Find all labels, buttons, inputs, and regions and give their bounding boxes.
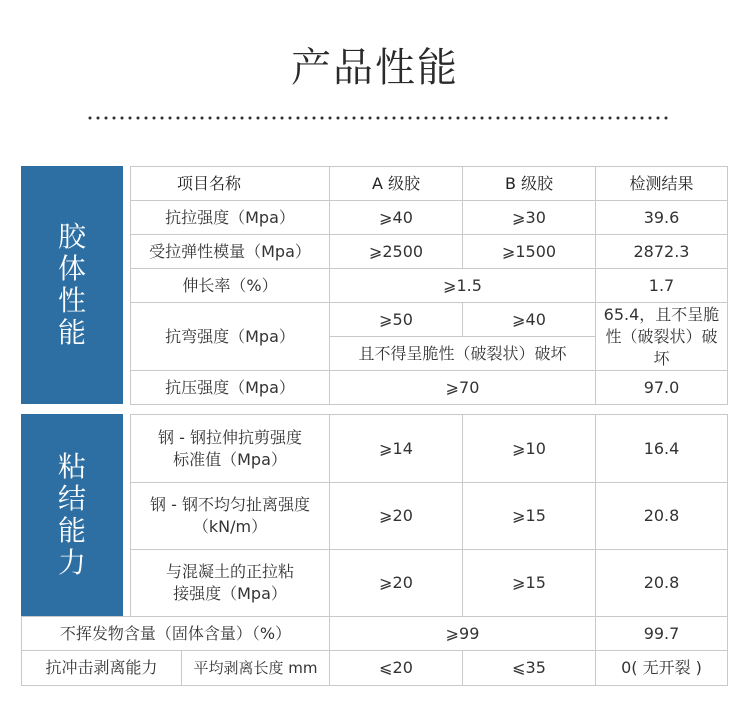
section-bond-capability (21, 414, 123, 616)
dotted-divider (86, 116, 668, 120)
row-concrete-b: ⩾15 (462, 549, 596, 617)
row-compression-result: 97.0 (595, 370, 728, 405)
header-grade-b: B 级胶 (462, 166, 596, 201)
row-concrete-result: 20.8 (595, 549, 728, 617)
page-title: 产品性能 (291, 45, 459, 91)
row-bending-note: 且不得呈脆性（破裂状）破坏 (329, 336, 596, 371)
row-impact-a: ⩽20 (329, 650, 463, 686)
section-glue-label: 胶体性能 (58, 220, 87, 349)
row-compression-ab: ⩾70 (329, 370, 596, 405)
section-bond-label: 粘结能力 (58, 450, 87, 579)
row-elongation-name: 伸长率（%） (130, 268, 330, 303)
header-grade-a: A 级胶 (329, 166, 463, 201)
row-concrete-a: ⩾20 (329, 549, 463, 617)
section-glue-performance (21, 166, 123, 404)
row-elongation-ab: ⩾1.5 (329, 268, 596, 303)
row-modulus-name: 受拉弹性模量（Mpa） (130, 234, 330, 269)
header-result: 检测结果 (595, 166, 728, 201)
row-tensile-result: 39.6 (595, 200, 728, 235)
row-nonvolatile-name: 不挥发物含量（固体含量）（%） (21, 616, 330, 651)
row-modulus-result: 2872.3 (595, 234, 728, 269)
row-bending-name: 抗弯强度（Mpa） (130, 302, 330, 371)
row-compression-name: 抗压强度（Mpa） (130, 370, 330, 405)
row-impact-result: 0( 无开裂 ) (595, 650, 728, 686)
row-impact-name: 抗冲击剥离能力 (21, 650, 182, 686)
row-elongation-result: 1.7 (595, 268, 728, 303)
row-tensile-name: 抗拉强度（Mpa） (130, 200, 330, 235)
header-item: 项目名称 (130, 166, 330, 201)
row-bending-b: ⩾40 (462, 302, 596, 337)
row-tensile-a: ⩾40 (329, 200, 463, 235)
row-bending-a: ⩾50 (329, 302, 463, 337)
row-shear-name: 钢 - 钢拉伸抗剪强度标准值（Mpa） (130, 414, 330, 483)
row-modulus-a: ⩾2500 (329, 234, 463, 269)
row-concrete-name: 与混凝土的正拉粘接强度（Mpa） (130, 549, 330, 617)
row-peel-b: ⩾15 (462, 482, 596, 550)
row-peel-name: 钢 - 钢不均匀扯离强度（kN/m） (130, 482, 330, 550)
row-impact-b: ⩽35 (462, 650, 596, 686)
row-peel-result: 20.8 (595, 482, 728, 550)
row-shear-result: 16.4 (595, 414, 728, 483)
row-nonvolatile-ab: ⩾99 (329, 616, 596, 651)
row-peel-a: ⩾20 (329, 482, 463, 550)
row-shear-a: ⩾14 (329, 414, 463, 483)
row-tensile-b: ⩾30 (462, 200, 596, 235)
row-impact-sub: 平均剥离长度 mm (181, 650, 330, 686)
row-modulus-b: ⩾1500 (462, 234, 596, 269)
row-nonvolatile-result: 99.7 (595, 616, 728, 651)
row-bending-result: 65.4，且不呈脆性（破裂状）破坏 (595, 302, 728, 371)
row-shear-b: ⩾10 (462, 414, 596, 483)
